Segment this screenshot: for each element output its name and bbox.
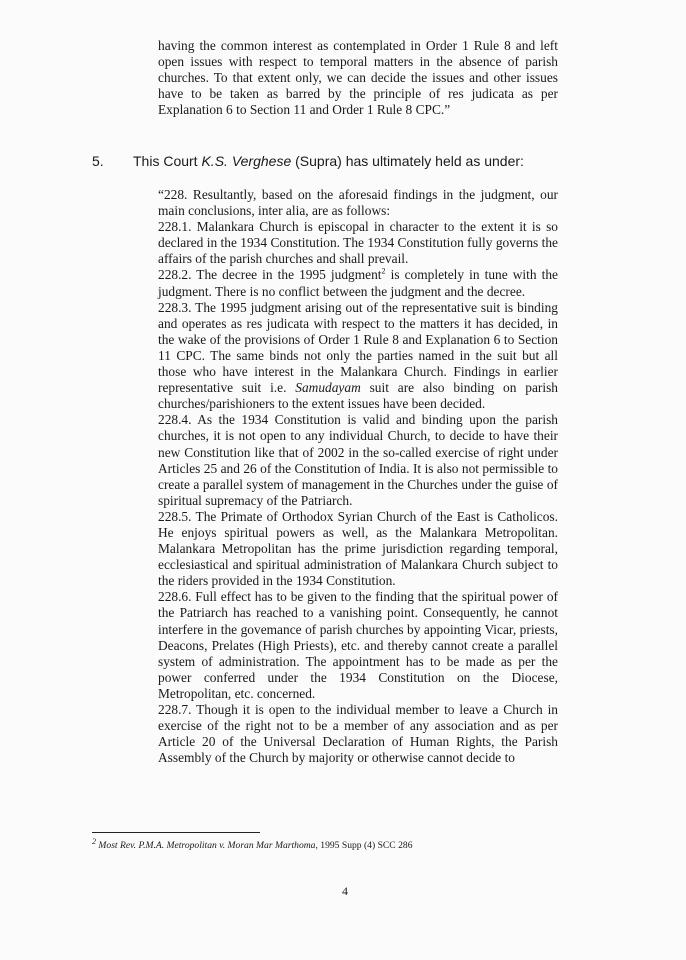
paragraph-number: 5. (92, 153, 104, 169)
conclusion-228-3-text: 228.3. The 1995 judgment arising out of the representative suit is binding and operates as res judicata with respect to the matters it has decided, in the wake of the provisions of Order 1 Rule 8 and Explanation 6 to Section 11 CPC. The same binds not only the parties named in the suit but all those who have interest in the Malankara Church. Findings in earlier representative suit i.e. (158, 299, 558, 396)
judgment-quotation (158, 187, 558, 766)
quote-intro: “228. Resultantly, based on the aforesaid findings in the judgment, our main conclusions, inter alia, are as follows: (158, 187, 558, 219)
case-name: K.S. Verghese (201, 153, 292, 169)
conclusion-228-6: 228.6. Full effect has to be given to the finding that the spiritual power of the Patriarch has reached to a vanishing point. Consequently, he cannot interfere in the govemance of parish churches by appointing Vicar, priests, Deacons, Prelates (High Priests), etc. and thereby cannot create a parallel system of administration. The appointment has to be made as per the power conferred under the 1934 Constitution on the Diocese, Metropolitan, etc. concerned. (158, 589, 558, 701)
conclusion-228-2 (158, 267, 558, 299)
conclusion-228-4: 228.4. As the 1934 Constitution is valid and binding upon the parish churches, it is not open to any individual Church, to decide to have their new Constitution like that of 2002 in the so-called exercise of right under Articles 25 and 26 of the Constitution of India. It is also not permissible to create a parallel system of management in the Churches under the guise of spiritual supremacy of the Patriarch. (158, 412, 558, 508)
paragraph-text-after: (Supra) has ultimately held as under: (291, 153, 524, 169)
conclusion-228-2-text: 228.2. The decree in the 1995 judgment (158, 267, 382, 283)
continued-quotation: having the common interest as contemplated in Order 1 Rule 8 and left open issues with respect to temporal matters in the absence of parish churches. To that extent only, we can decide the issues and other issues have to be taken as barred by the principle of res judicata as per Explanation 6 to Section 11 and Order 1 Rule 8 CPC.” (158, 38, 558, 117)
paragraph-heading (133, 153, 563, 169)
footnote-reference: 2 (381, 267, 386, 276)
footnote-marker: 2 (92, 836, 96, 846)
conclusion-228-3 (158, 300, 558, 413)
conclusion-228-2-text-rest: is completely in tune with the judgment. There is no conflict between the judgment and the decree. (158, 267, 558, 299)
conclusion-228-3-text-rest: suit are also binding on parish churches/parishioners to the extent issues have been decided. (158, 380, 558, 412)
footnote-citation: , 1995 Supp (4) SCC 286 (315, 840, 413, 851)
paragraph-text-before: This Court (133, 153, 202, 169)
conclusion-228-7: 228.7. Though it is open to the individual member to leave a Church in exercise of the right not to be a member of any association and as per Article 20 of the Universal Declaration of Human Rights, the Parish Assembly of the Church by majority or otherwise cannot decide to (158, 702, 558, 766)
footnote-divider (92, 832, 260, 833)
suit-name: Samudayam (295, 380, 361, 396)
footnote (92, 836, 572, 851)
conclusion-228-1: 228.1. Malankara Church is episcopal in character to the extent it is so declared in the 1934 Constitution. The 1934 Constitution fully governs the affairs of the parish churches and shall prevail. (158, 219, 558, 267)
footnote-case: Most Rev. P.M.A. Metropolitan v. Moran Mar Marthoma (98, 840, 316, 851)
conclusion-228-5: 228.5. The Primate of Orthodox Syrian Church of the East is Catholicos. He enjoys spiritual powers as well, as the Malankara Metropolitan. Malankara Metropolitan has the prime jurisdiction regarding temporal, ecclesiastical and spiritual administration of Malankara Church subject to the riders provided in the 1934 Constitution. (158, 508, 558, 589)
page-number: 4 (342, 884, 348, 898)
